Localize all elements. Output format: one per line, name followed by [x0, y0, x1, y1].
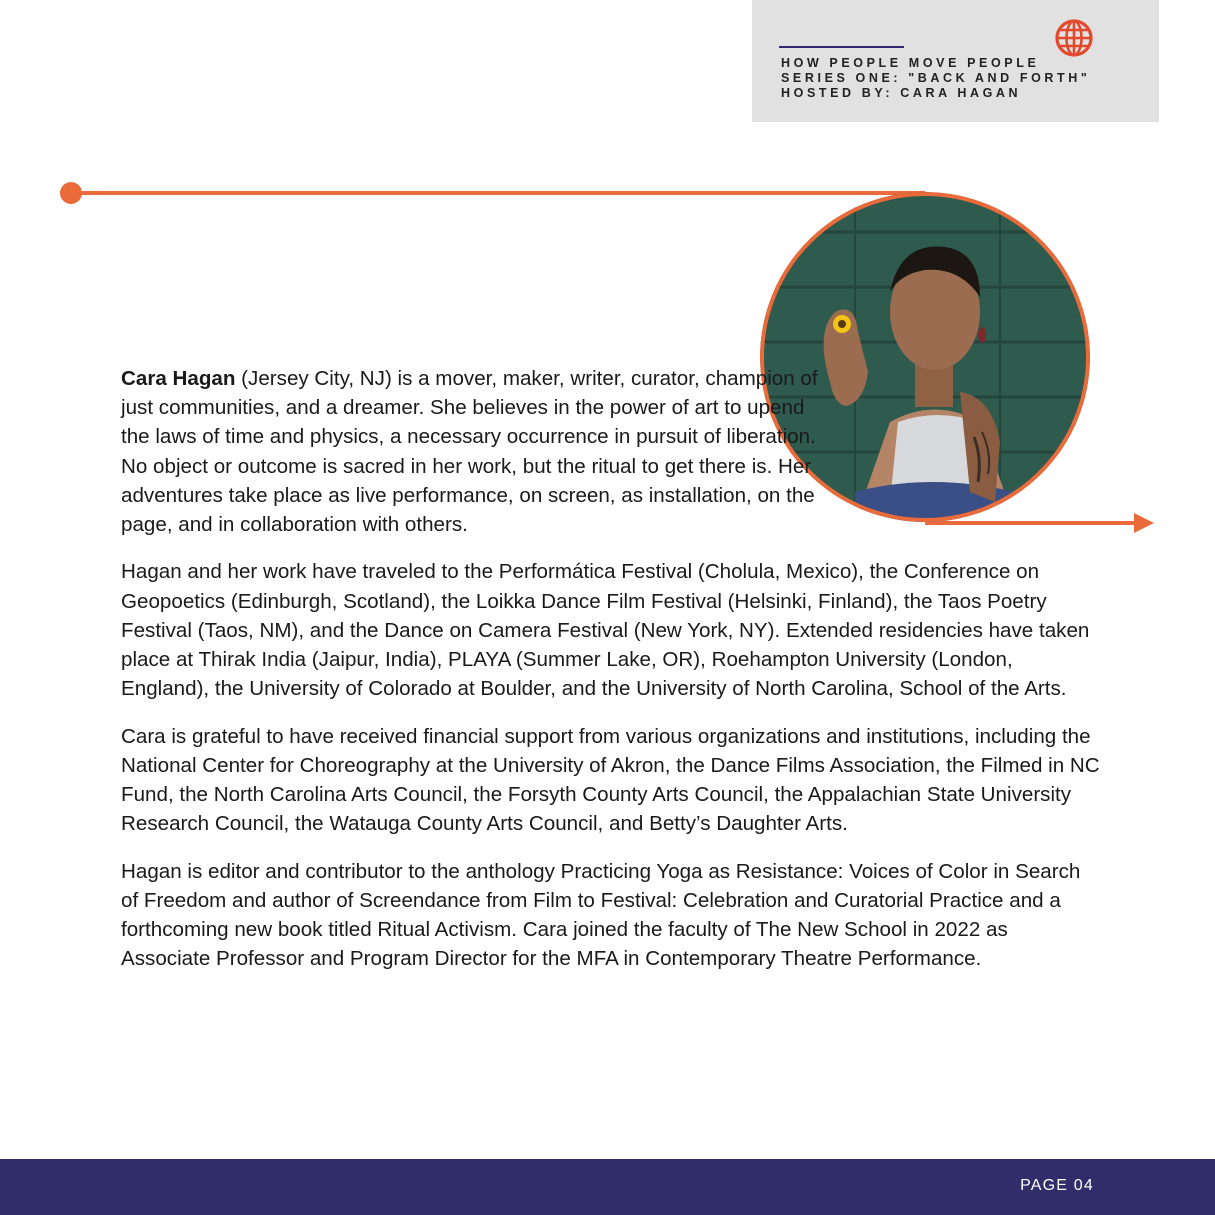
- globe-icon: [1054, 18, 1094, 58]
- bio-paragraph-travels: Hagan and her work have traveled to the Performática Festival (Cholula, Mexico), the Conference on Geopoetics (Edinburgh, Scotland), the Loikka Dance Film Festival (Helsinki, Finland), the Taos Poetry Festival (Taos, NM), and the Dance on Camera Festival (New York, NY). Extended residencies have taken place at Thirak India (Jaipur, India), PLAYA (Summer Lake, OR), Roehampton University (London, England), the University of Colorado at Boulder, and the University of North Carolina, School of the Arts.: [121, 560, 1090, 701]
- bio-paragraph-intro: [121, 364, 836, 539]
- bio-intro-text: (Jersey City, NJ) is a mover, maker, writer, curator, champion of just communities, and a dreamer. She believes in the power of art to upend the laws of time and physics, a necessary occurrence in pursuit of liberation. No object or outcome is sacred in her work, but the ritual to get there is. Her adventures take place as live performance, on screen, as installation, on the page, and in collaboration with others.: [121, 367, 818, 537]
- timeline-start-dot: [60, 182, 82, 204]
- bio-name: Cara Hagan: [121, 367, 236, 390]
- series-header: [752, 0, 1159, 122]
- page-number: PAGE 04: [1020, 1177, 1094, 1194]
- host-line: HOSTED BY: CARA HAGAN: [781, 86, 1022, 100]
- page-footer: [0, 1159, 1215, 1215]
- header-rule: [779, 46, 904, 48]
- timeline-arrow-head: [1134, 513, 1154, 533]
- bio-section: [121, 364, 1101, 992]
- series-subtitle-line: SERIES ONE: "BACK AND FORTH": [781, 71, 1091, 85]
- bio-paragraph-support: Cara is grateful to have received financial support from various organizations and institutions, including the National Center for Choreography at the University of Akron, the Dance Films Association, the Filmed in NC Fund, the North Carolina Arts Council, the Forsyth County Arts Council, the Appalachian State University Research Council, the Watauga County Arts Council, and Betty’s Daughter Arts.: [121, 724, 1100, 836]
- series-info: [781, 56, 1090, 101]
- series-title-line: HOW PEOPLE MOVE PEOPLE: [781, 56, 1040, 70]
- bio-paragraph-publications: Hagan is editor and contributor to the anthology Practicing Yoga as Resistance: Voices of Color in Search of Freedom and author of Screendance from Film to Festival: Celebration and Curatorial Practice and a forthcoming new book titled Ritual Activism. Cara joined the faculty of The New School in 2022 as Associate Professor and Program Director for the MFA in Contemporary Theatre Performance.: [121, 859, 1081, 971]
